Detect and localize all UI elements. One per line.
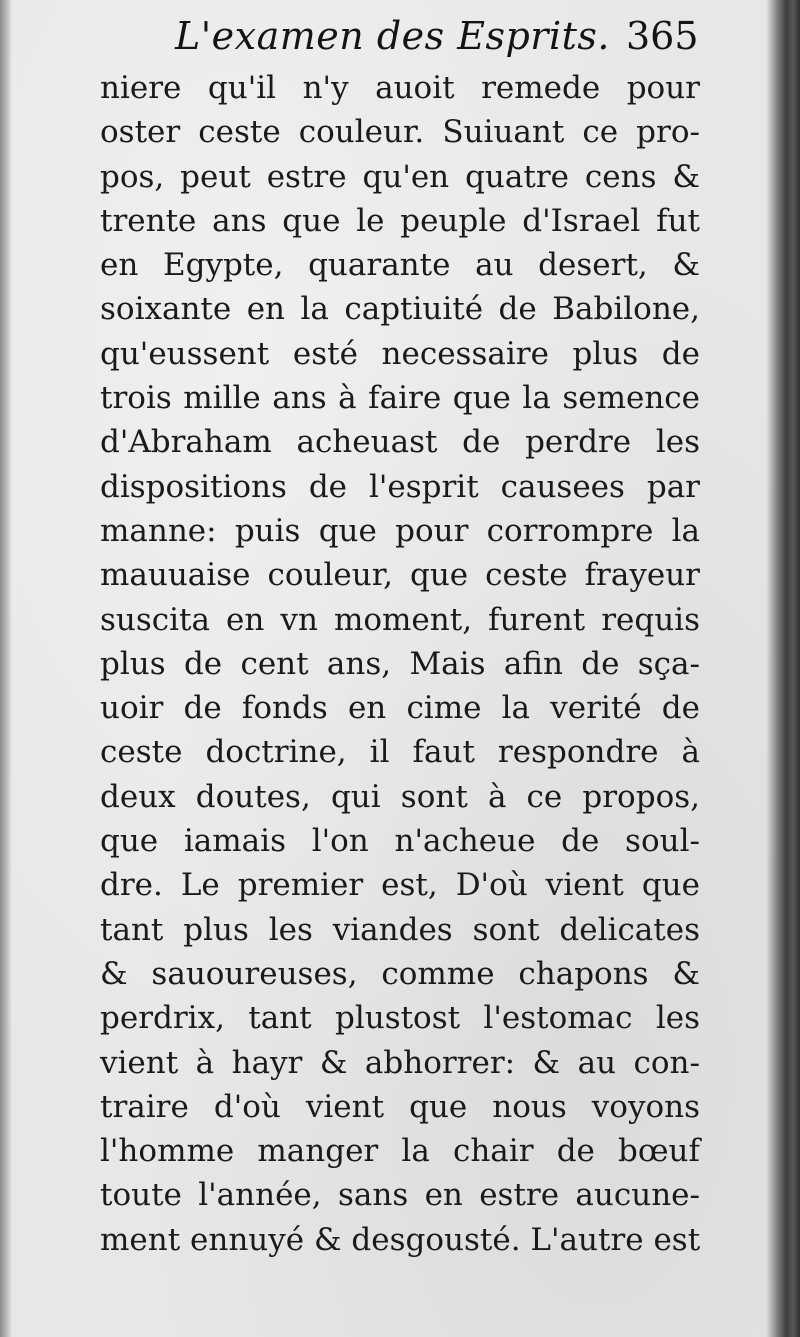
text-line: d'Abraham acheuast de perdre les — [100, 424, 700, 461]
text-line: niere qu'il n'y auoit remede pour — [100, 70, 700, 106]
text-line: traire d'où vient que nous voyons — [100, 1088, 700, 1125]
text-line: soixante en la captiuité de Babilone, — [100, 291, 700, 328]
text-line: qu'eussent esté necessaire plus de — [100, 335, 700, 372]
text-line: & sauoureuses, comme chapons & — [100, 955, 700, 992]
text-line: plus de cent ans, Mais afin de sça- — [100, 645, 700, 682]
text-line: uoir de fonds en cime la verité de — [100, 690, 700, 727]
running-head: L'examen des Esprits. — [175, 14, 610, 58]
text-line: vient à hayr & abhorrer: & au con- — [100, 1044, 700, 1081]
text-line: pos, peut estre qu'en quatre cens & — [100, 158, 700, 195]
page-number: 365 — [626, 14, 699, 58]
body-text — [100, 66, 700, 1262]
text-line: que iamais l'on n'acheue de soul- — [100, 823, 700, 860]
text-line: suscita en vn moment, furent requis — [100, 601, 700, 638]
text-line: toute l'année, sans en estre aucune- — [100, 1177, 700, 1214]
text-line: trois mille ans à faire que la semence — [100, 380, 700, 417]
text-line: trente ans que le peuple d'Israel fut — [100, 202, 700, 239]
left-page-edge — [0, 0, 12, 1337]
book-spine-shadow — [766, 0, 800, 1337]
text-line: ment ennuyé & desgousté. L'autre est — [100, 1221, 701, 1258]
text-line: oster ceste couleur. Suiuant ce pro- — [100, 114, 700, 151]
text-line: dre. Le premier est, D'où vient que — [100, 867, 700, 904]
text-line: manne: puis que pour corrompre la — [100, 512, 700, 549]
text-line: perdrix, tant plustost l'estomac les — [100, 1000, 700, 1037]
text-line: ceste doctrine, il faut respondre à — [100, 734, 700, 771]
text-line: l'homme manger la chair de bœuf — [100, 1133, 700, 1170]
text-line: en Egypte, quarante au desert, & — [100, 247, 700, 284]
text-line: dispositions de l'esprit causees par — [100, 468, 700, 505]
text-line: deux doutes, qui sont à ce propos, — [100, 778, 700, 815]
text-line: tant plus les viandes sont delicates — [100, 911, 700, 948]
text-line: mauuaise couleur, que ceste frayeur — [100, 557, 700, 594]
